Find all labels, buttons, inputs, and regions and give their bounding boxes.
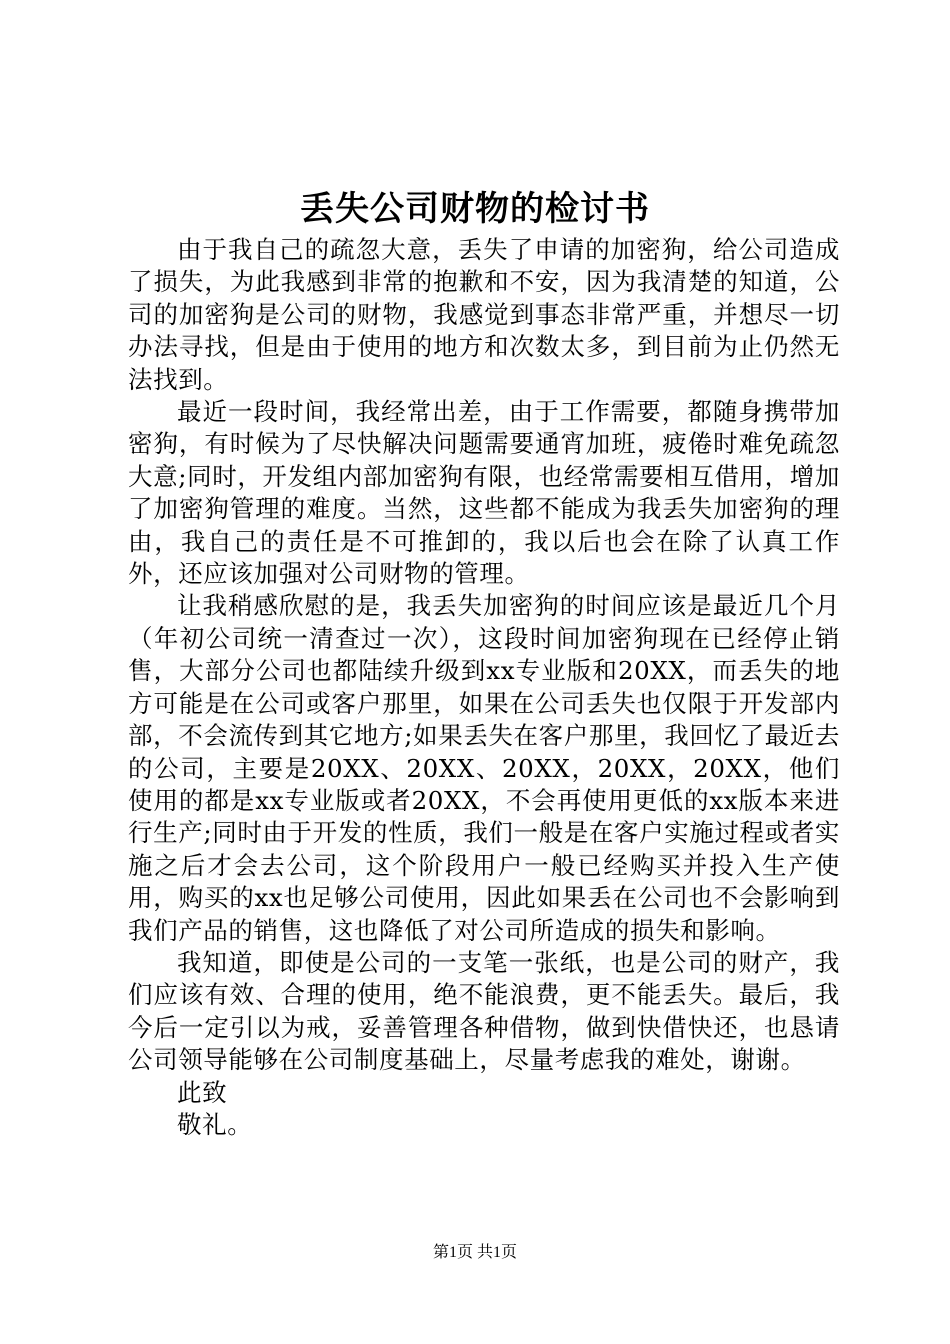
body-paragraph: 我知道，即使是公司的一支笔一张纸，也是公司的财产，我们应该有效、合理的使用，绝不能浪费，更不能丢失。最后，我今后一定引以为戒，妥善管理各种借物，做到快借快还，也恳请公司领导能够在公司制度基础上，尽量考虑我的难处，谢谢。: [128, 947, 840, 1075]
document-body: [128, 234, 840, 1141]
body-paragraph: 最近一段时间，我经常出差，由于工作需要，都随身携带加密狗，有时候为了尽快解决问题需要通宵加班，疲倦时难免疏忽大意;同时，开发组内部加密狗有限，也经常需要相互借用，增加了加密狗管理的难度。当然，这些都不能成为我丢失加密狗的理由，我自己的责任是不可推卸的，我以后也会在除了认真工作外，还应该加强对公司财物的管理。: [128, 397, 840, 589]
page-footer: 第1页 共1页: [432, 1244, 517, 1261]
closing-salutation: 此致: [177, 1077, 228, 1107]
body-paragraph: 由于我自己的疏忽大意，丢失了申请的加密狗，给公司造成了损失，为此我感到非常的抱歉和不安，因为我清楚的知道，公司的加密狗是公司的财物，我感觉到事态非常严重，并想尽一切办法寻找，但是由于使用的地方和次数太多，到目前为止仍然无法找到。: [128, 235, 840, 394]
closing-regards: 敬礼。: [177, 1109, 253, 1139]
body-paragraph: 让我稍感欣慰的是，我丢失加密狗的时间应该是最近几个月（年初公司统一清查过一次），这段时间加密狗现在已经停止销售，大部分公司也都陆续升级到xx专业版和20XX，而丢失的地方可能是在公司或客户那里，如果在公司丢失也仅限于开发部内部，不会流传到其它地方;如果丢失在客户那里，我回忆了最近去的公司，主要是20XX、20XX、20XX，20XX，20XX，他们使用的都是xx专业版或者20XX，不会再使用更低的xx版本来进行生产;同时由于开发的性质，我们一般是在客户实施过程或者实施之后才会去公司，这个阶段用户一般已经购买并投入生产使用，购买的xx也足够公司使用，因此如果丢在公司也不会影响到我们产品的销售，这也降低了对公司所造成的损失和影响。: [128, 591, 840, 945]
document-title: 丢失公司财物的检讨书: [300, 189, 650, 229]
